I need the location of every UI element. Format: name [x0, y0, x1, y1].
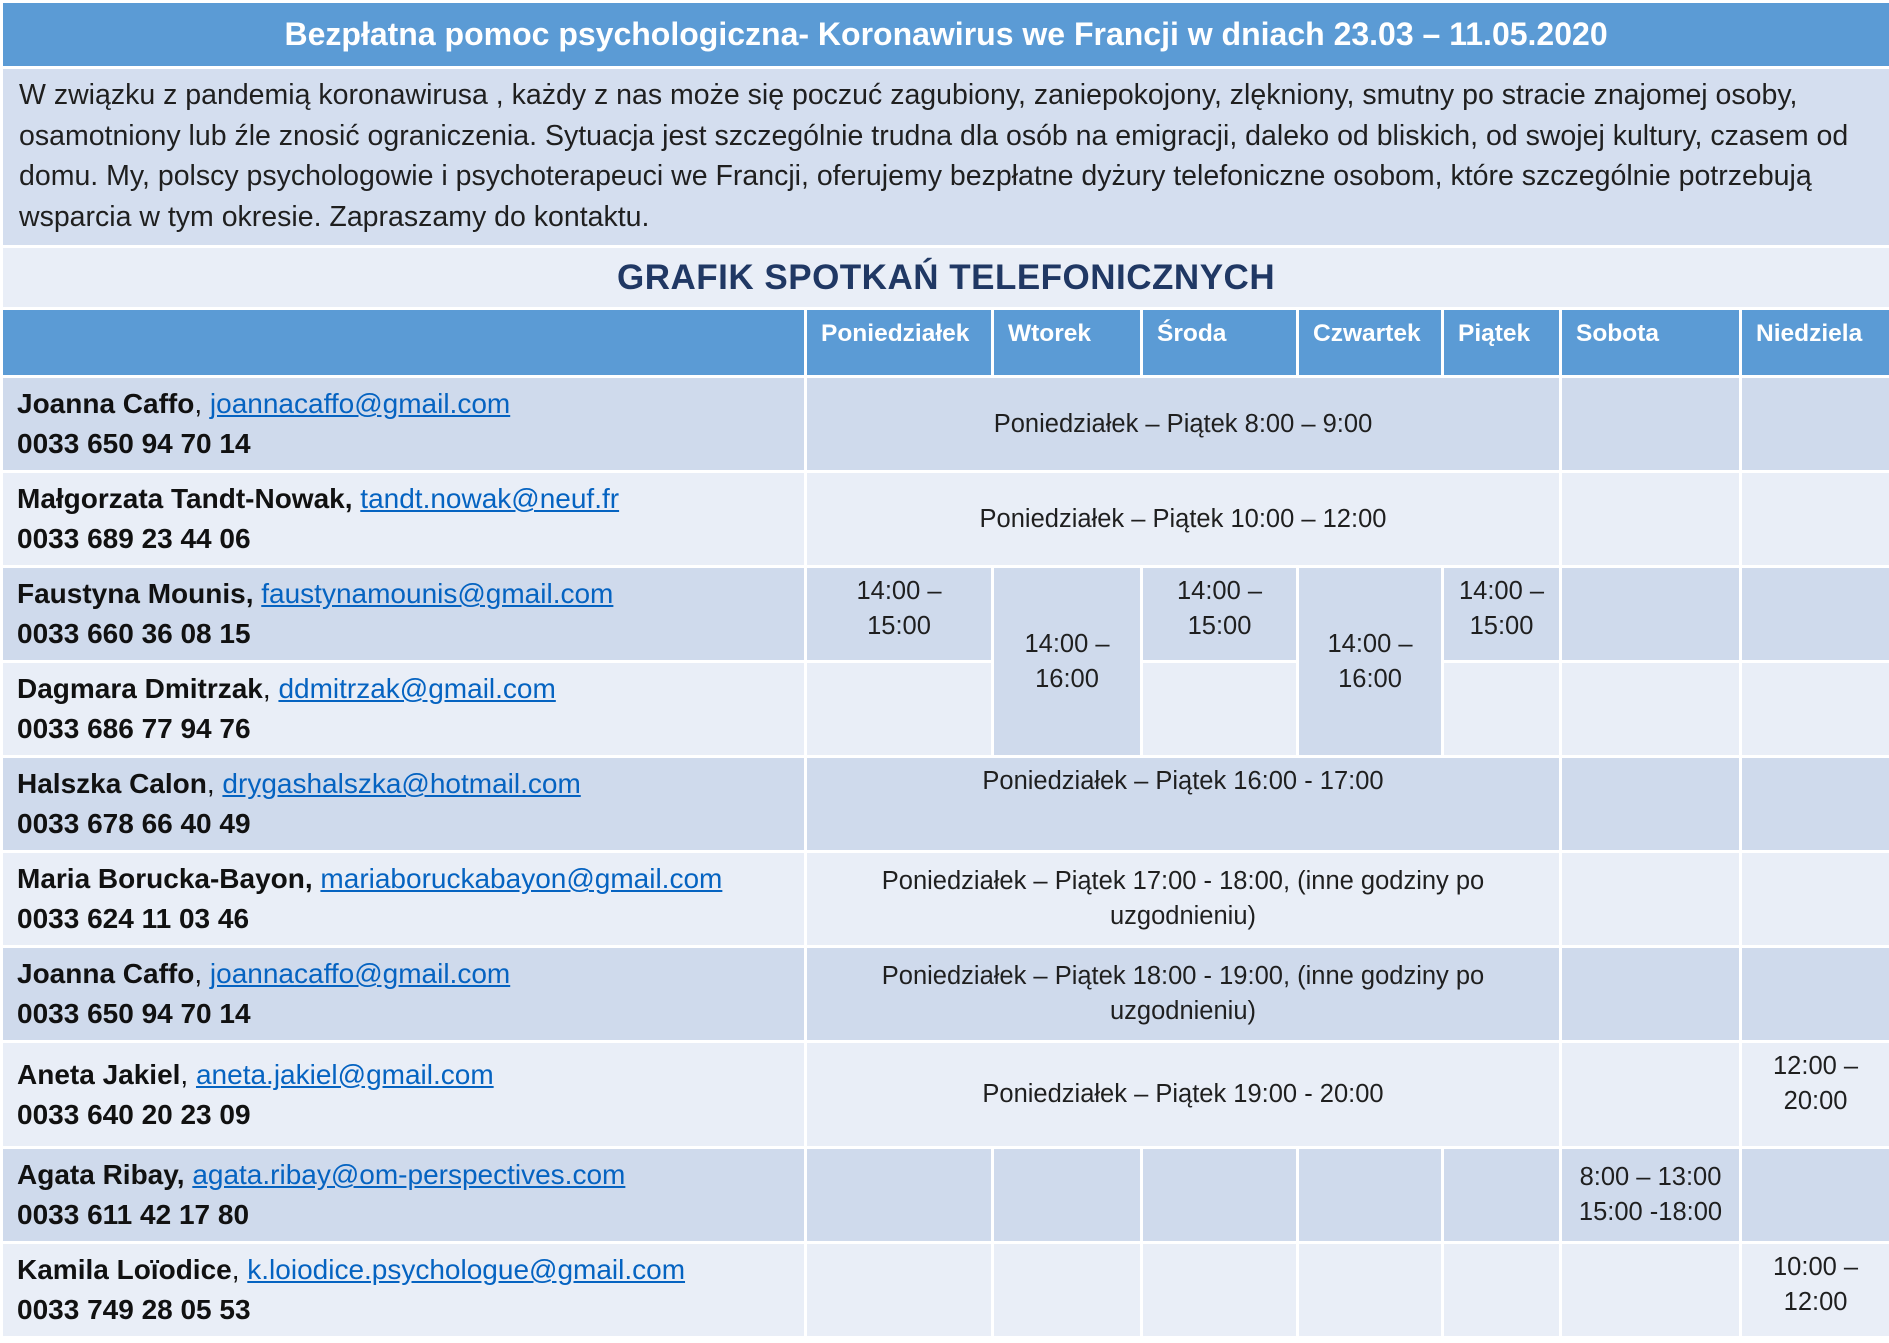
- tuesday-cell: [993, 1148, 1142, 1243]
- person-name: Dagmara Dmitrzak: [17, 673, 263, 704]
- tuesday-cell: [993, 1243, 1142, 1338]
- day-header-sunday: Niedziela: [1741, 309, 1889, 377]
- person-name: Faustyna Mounis,: [17, 578, 254, 609]
- saturday-cell: [1561, 472, 1741, 567]
- table-row: [2, 377, 1889, 472]
- person-cell: [2, 947, 806, 1042]
- slot-second: 15:00 -18:00: [1578, 1198, 1723, 1226]
- hours-line-1: Poniedziałek – Piątek 17:00 - 18:00, (inne godziny po: [881, 867, 1485, 895]
- day-header-tuesday: Wtorek: [993, 309, 1142, 377]
- email-link[interactable]: ddmitrzak@gmail.com: [278, 673, 556, 704]
- friday-slot: [1443, 567, 1561, 662]
- phone-number: 0033 650 94 70 14: [17, 998, 251, 1029]
- phone-number: 0033 611 42 17 80: [17, 1199, 250, 1230]
- intro-text: W związku z pandemią koronawirusa , każdy z nas może się poczuć zagubiony, zaniepokojony, zlękniony, smutny po stracie znajomej osoby, osamotniony lub źle znosić ograniczenia. Sytuacja jest szczególnie trudna dla osób na emigracji, daleko od bliskich, od swojej kultury, czasem od domu. My, polscy psychologowie i psychoterapeuci we Francji, oferujemy bezpłatne dyżury telefoniczne osobom, które szczególnie potrzebują wsparcia w tym okresie. Zapraszamy do kontaktu.: [2, 68, 1889, 247]
- slot-start: 10:00 –: [1773, 1253, 1859, 1281]
- slot-start: 14:00 –: [1176, 577, 1263, 605]
- name-separator: ,: [262, 673, 279, 704]
- friday-cell: [1443, 1243, 1561, 1338]
- day-header-wednesday: Środa: [1142, 309, 1298, 377]
- monday-cell: [806, 1243, 993, 1338]
- saturday-cell: [1561, 662, 1741, 757]
- weekday-hours: [806, 852, 1561, 947]
- saturday-cell: [1561, 947, 1741, 1042]
- table-row: [2, 852, 1889, 947]
- person-cell: [2, 852, 806, 947]
- title-row: [2, 2, 1889, 68]
- slot-end: 15:00: [1469, 612, 1534, 640]
- saturday-cell: [1561, 757, 1741, 852]
- email-link[interactable]: tandt.nowak@neuf.fr: [360, 483, 620, 514]
- day-header-friday: Piątek: [1443, 309, 1561, 377]
- weekday-hours: Poniedziałek – Piątek 10:00 – 12:00: [806, 472, 1561, 567]
- name-separator: ,: [194, 388, 210, 419]
- saturday-cell: [1561, 852, 1741, 947]
- slot-end: 15:00: [867, 612, 931, 640]
- sunday-cell: [1741, 1148, 1889, 1243]
- sunday-cell: [1741, 377, 1889, 472]
- saturday-cell: [1561, 377, 1741, 472]
- person-cell: [2, 1042, 806, 1148]
- person-name: Aneta Jakiel: [17, 1058, 181, 1090]
- slot-start: 14:00 –: [1024, 629, 1110, 658]
- sunday-slot: [1741, 1042, 1889, 1148]
- email-link[interactable]: aneta.jakiel@gmail.com: [195, 1058, 494, 1090]
- slot-start: 12:00 –: [1773, 1052, 1859, 1080]
- table-row: [2, 757, 1889, 852]
- hours-line-1: Poniedziałek – Piątek 18:00 - 19:00, (inne godziny po: [881, 962, 1485, 990]
- person-cell: [2, 757, 806, 852]
- monday-cell: [806, 1148, 993, 1243]
- sunday-slot: [1741, 1243, 1889, 1338]
- person-cell: [2, 1243, 806, 1338]
- saturday-cell: [1561, 567, 1741, 662]
- person-name: Joanna Caffo: [17, 958, 195, 989]
- slot-end: 16:00: [1338, 664, 1402, 693]
- email-link[interactable]: joannacaffo@gmail.com: [209, 388, 511, 419]
- person-name: Halszka Calon: [17, 768, 207, 799]
- weekday-hours: [806, 947, 1561, 1042]
- email-link[interactable]: faustynamounis@gmail.com: [261, 578, 614, 609]
- person-name: Agata Ribay,: [17, 1159, 185, 1190]
- tuesday-slot: [993, 567, 1142, 757]
- email-link[interactable]: mariaboruckabayon@gmail.com: [320, 863, 723, 894]
- table-row: [2, 947, 1889, 1042]
- slot-start: 14:00 –: [1327, 629, 1413, 658]
- thursday-cell: [1298, 1243, 1443, 1338]
- slot-end: 16:00: [1035, 664, 1099, 693]
- slot-end: 12:00: [1783, 1288, 1848, 1316]
- person-cell: [2, 662, 806, 757]
- saturday-cell: [1561, 1042, 1741, 1148]
- weekday-hours: Poniedziałek – Piątek 19:00 - 20:00: [806, 1042, 1561, 1148]
- table-row: [2, 472, 1889, 567]
- person-cell: [2, 567, 806, 662]
- email-link[interactable]: drygashalszka@hotmail.com: [222, 768, 581, 799]
- wednesday-cell: [1142, 1148, 1298, 1243]
- page-title: Bezpłatna pomoc psychologiczna- Koronawirus we Francji w dniach 23.03 – 11.05.2020: [2, 2, 1889, 68]
- friday-cell: [1443, 662, 1561, 757]
- day-header-row: [2, 309, 1889, 377]
- email-link[interactable]: joannacaffo@gmail.com: [209, 958, 511, 989]
- person-name: Małgorzata Tandt-Nowak,: [17, 483, 353, 514]
- weekday-hours: Poniedziałek – Piątek 16:00 - 17:00: [806, 757, 1561, 852]
- sunday-cell: [1741, 662, 1889, 757]
- phone-number: 0033 650 94 70 14: [17, 428, 251, 459]
- saturday-slot: [1561, 1148, 1741, 1243]
- day-header-monday: Poniedziałek: [806, 309, 993, 377]
- thursday-cell: [1298, 1148, 1443, 1243]
- saturday-cell: [1561, 1243, 1741, 1338]
- table-row: [2, 567, 1889, 662]
- table-row: [2, 1243, 1889, 1338]
- slot-first: 8:00 – 13:00: [1579, 1163, 1722, 1191]
- monday-slot: [806, 567, 993, 662]
- phone-number: 0033 689 23 44 06: [17, 523, 251, 554]
- sunday-cell: [1741, 567, 1889, 662]
- person-name: Kamila Loïodice: [17, 1254, 232, 1285]
- email-link[interactable]: k.loiodice.psychologue@gmail.com: [247, 1254, 686, 1285]
- day-header-saturday: Sobota: [1561, 309, 1741, 377]
- weekday-hours: Poniedziałek – Piątek 8:00 – 9:00: [806, 377, 1561, 472]
- sunday-cell: [1741, 852, 1889, 947]
- sunday-cell: [1741, 947, 1889, 1042]
- schedule-heading: GRAFIK SPOTKAŃ TELEFONICZNYCH: [2, 247, 1889, 309]
- sunday-cell: [1741, 757, 1889, 852]
- phone-number: 0033 624 11 03 46: [17, 903, 250, 934]
- sunday-cell: [1741, 472, 1889, 567]
- table-row: [2, 1148, 1889, 1243]
- schedule-heading-row: [2, 247, 1889, 309]
- day-header-thursday: Czwartek: [1298, 309, 1443, 377]
- intro-row: [2, 68, 1889, 247]
- slot-end: 15:00: [1187, 612, 1252, 640]
- person-name: Maria Borucka-Bayon,: [17, 863, 313, 894]
- person-cell: [2, 472, 806, 567]
- thursday-slot: [1298, 567, 1443, 757]
- table-row: [2, 662, 1889, 757]
- email-link[interactable]: agata.ribay@om-perspectives.com: [192, 1159, 626, 1190]
- slot-end: 20:00: [1783, 1087, 1848, 1115]
- slot-start: 14:00 –: [856, 577, 942, 605]
- header-empty-cell: [2, 309, 806, 377]
- name-separator: ,: [231, 1254, 248, 1285]
- wednesday-slot: [1142, 567, 1298, 662]
- phone-number: 0033 686 77 94 76: [17, 713, 251, 744]
- person-cell: [2, 1148, 806, 1243]
- phone-number: 0033 678 66 40 49: [17, 808, 251, 839]
- hours-line-2: uzgodnieniu): [1109, 902, 1257, 930]
- wednesday-cell: [1142, 662, 1298, 757]
- table-row: [2, 1042, 1889, 1148]
- wednesday-cell: [1142, 1243, 1298, 1338]
- name-separator: ,: [206, 768, 223, 799]
- person-cell: [2, 377, 806, 472]
- name-separator: ,: [194, 958, 210, 989]
- phone-number: 0033 749 28 05 53: [17, 1294, 251, 1325]
- name-separator: ,: [180, 1058, 196, 1090]
- phone-number: 0033 660 36 08 15: [17, 618, 251, 649]
- person-name: Joanna Caffo: [17, 388, 195, 419]
- phone-number: 0033 640 20 23 09: [17, 1098, 251, 1130]
- hours-line-2: uzgodnieniu): [1109, 997, 1257, 1025]
- slot-start: 14:00 –: [1458, 577, 1545, 605]
- monday-cell: [806, 662, 993, 757]
- friday-cell: [1443, 1148, 1561, 1243]
